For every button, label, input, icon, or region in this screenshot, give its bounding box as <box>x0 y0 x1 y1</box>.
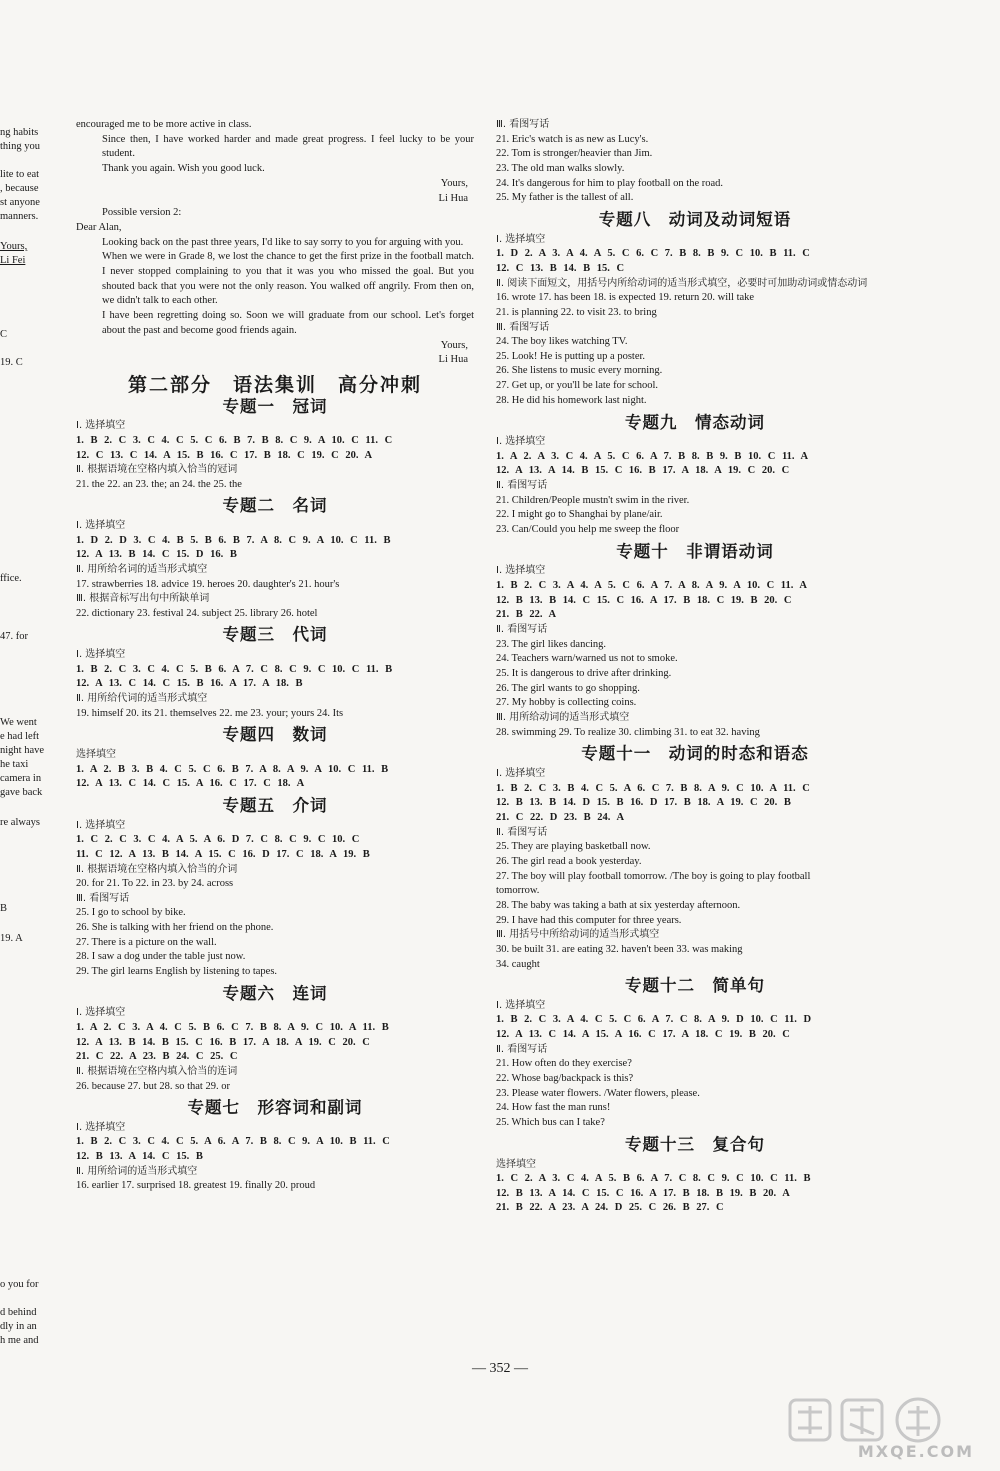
answer-text-line: 22. I might go to Shanghai by plane/air. <box>496 509 663 521</box>
clipped-text-fragment: 19. A <box>0 933 23 944</box>
letter-signature: Li Hua <box>438 192 468 204</box>
answer-line: 12. A 13. B 14. B 15. C 16. B 17. A 18. A 19. C 20. C <box>76 1036 370 1048</box>
answer-text-line: 29. I have had this computer for three years. <box>496 914 682 926</box>
section-heading: Ⅱ. 用所给词的适当形式填空 <box>76 1165 198 1177</box>
answer-text-line: 27. My hobby is collecting coins. <box>496 697 637 709</box>
answer-line: 1. D 2. D 3. C 4. B 5. B 6. B 7. A 8. C 9. A 10. C 11. B <box>76 534 391 546</box>
answer-text-line: 20. for 21. To 22. in 23. by 24. across <box>76 878 234 890</box>
answer-line: 1. B 2. C 3. C 4. C 5. B 6. A 7. C 8. C 9. C 10. C 11. B <box>76 663 393 675</box>
answer-text-line: 27. There is a picture on the wall. <box>76 936 217 948</box>
section-heading: Ⅱ. 看图写话 <box>496 826 548 838</box>
answer-line: 21. B 22. A 23. A 24. D 25. C 26. B 27. C <box>496 1202 724 1214</box>
section-heading: Ⅱ. 看图写话 <box>496 624 548 636</box>
answer-line: 1. D 2. A 3. A 4. A 5. C 6. C 7. B 8. B 9. C 10. B 11. C <box>496 248 810 260</box>
answer-text-line: 27. Get up, or you'll be late for school. <box>496 380 658 392</box>
answer-line: 12. B 13. A 14. C 15. B <box>76 1151 203 1163</box>
section-heading: Ⅲ. 用所给动词的适当形式填空 <box>496 712 630 724</box>
answer-line: 1. B 2. C 3. C 4. C 5. C 6. B 7. B 8. C 9. A 10. C 11. C <box>76 434 393 446</box>
topic-title: 专题十二 简单句 <box>625 976 765 996</box>
answer-text-line: 23. Please water flowers. /Water flowers, please. <box>496 1087 700 1099</box>
topic-title: 专题一 冠词 <box>222 396 328 416</box>
answer-text-line: 26. The girl wants to go shopping. <box>496 682 640 694</box>
section-heading: Ⅰ. 选择填空 <box>496 999 546 1011</box>
letter-signature: Li Hua <box>438 354 468 366</box>
clipped-text-fragment: B <box>0 903 8 914</box>
left-answer-column <box>76 118 474 1194</box>
clipped-text-fragment: camera in <box>0 773 42 784</box>
answer-line: 21. C 22. A 23. B 24. C 25. C <box>76 1051 238 1063</box>
clipped-text-fragment: h me and <box>0 1335 39 1346</box>
answer-text-line: 25. It is dangerous to drive after drinking. <box>496 667 672 679</box>
section-heading: 选择填空 <box>496 1158 536 1170</box>
answer-text-line: 24. The boy likes watching TV. <box>496 336 628 348</box>
section-heading: Ⅰ. 选择填空 <box>496 436 546 448</box>
letter-paragraph: Looking back on the past three years, I'd like to say sorry to you for arguing with you. <box>102 236 464 248</box>
section-heading: Ⅱ. 根据语境在空格内填入恰当的冠词 <box>76 464 238 476</box>
clipped-text-fragment: 47. for <box>0 631 28 642</box>
right-answer-column <box>496 118 894 1216</box>
answer-text-line: 21. the 22. an 23. the; an 24. the 25. the <box>76 478 242 490</box>
answer-text-line: 34. caught <box>496 958 540 970</box>
topic-title: 专题七 形容词和副词 <box>187 1098 363 1118</box>
section-heading: Ⅰ. 选择填空 <box>76 1007 126 1019</box>
section-heading: Ⅰ. 选择填空 <box>76 1121 126 1133</box>
section-heading: Ⅱ. 看图写话 <box>496 480 548 492</box>
topic-title: 专题九 情态动词 <box>625 412 765 432</box>
answer-text-line: 21. Eric's watch is as new as Lucy's. <box>496 133 649 145</box>
clipped-text-fragment: e had left <box>0 731 40 742</box>
letter-signature: Yours, <box>440 177 468 189</box>
answer-text-line: 28. I saw a dog under the table just now. <box>76 951 246 963</box>
answer-line: 12. A 13. A 14. B 15. C 16. B 17. A 18. A 19. C 20. C <box>496 465 790 477</box>
topic-title: 专题二 名词 <box>222 496 328 516</box>
answer-text-line: 22. Whose bag/backpack is this? <box>496 1073 634 1085</box>
topic-title: 专题十三 复合句 <box>625 1134 765 1154</box>
answer-text-line: 21. Children/People mustn't swim in the river. <box>496 494 690 506</box>
answer-text-line: 23. The girl likes dancing. <box>496 638 607 650</box>
clipped-text-fragment: thing you <box>0 141 40 152</box>
letter-paragraph: When we were in Grade 8, we lost the chance to get the first prize in the football match. I never stopped complaining to you that it was you who missed the goal. But you shouted back that you were not the only reason. You walked off angrily. From then on, we didn't talk to each other. <box>102 251 474 307</box>
section-heading: Ⅱ. 用所给名词的适当形式填空 <box>76 564 208 576</box>
clipped-text-fragment: C <box>0 329 8 340</box>
letter-signature: Yours, <box>440 339 468 351</box>
clipped-text-fragment: night have <box>0 745 45 756</box>
clipped-text-fragment: Li Fei <box>0 255 26 266</box>
watermark-text: MXQE.COM <box>857 1442 974 1461</box>
section-heading: Ⅱ. 根据语境在空格内填入恰当的介词 <box>76 863 238 875</box>
answer-line: 1. B 2. C 3. A 4. A 5. C 6. A 7. A 8. A 9. A 10. C 11. A <box>496 579 807 591</box>
answer-text-line: 16. earlier 17. surprised 18. greatest 19. finally 20. proud <box>76 1180 316 1192</box>
answer-line: 1. B 2. C 3. C 4. C 5. A 6. A 7. B 8. C 9. A 10. B 11. C <box>76 1136 390 1148</box>
clipped-text-fragment: , because <box>0 183 39 194</box>
answer-line: 1. C 2. C 3. C 4. A 5. A 6. D 7. C 8. C 9. C 10. C <box>76 834 360 846</box>
clipped-text-fragment: We went <box>0 717 37 728</box>
letter-paragraph: I have been regretting doing so. Soon we will graduate from our school. Let's forget about the past and become good friends again. <box>102 310 474 336</box>
answer-line: 12. C 13. C 14. A 15. B 16. C 17. B 18. C 19. C 20. A <box>76 449 373 461</box>
answer-text-line: 24. It's dangerous for him to play football on the road. <box>496 177 724 189</box>
answer-text-line: 17. strawberries 18. advice 19. heroes 20. daughter's 21. hour's <box>76 578 340 590</box>
answer-line: 1. B 2. C 3. A 4. C 5. C 6. A 7. C 8. A 9. D 10. C 11. D <box>496 1014 812 1026</box>
topic-title: 专题十 非谓语动词 <box>616 541 774 561</box>
answer-line: 12. A 13. C 14. A 15. A 16. C 17. A 18. C 19. B 20. C <box>496 1029 790 1041</box>
page-number: — 352 — <box>472 1361 528 1376</box>
section-heading: Ⅲ. 看图写话 <box>496 119 550 130</box>
answer-line: 12. B 13. B 14. C 15. C 16. A 17. B 18. C 19. B 20. C <box>496 594 792 606</box>
answer-line: 12. A 13. C 14. C 15. B 16. A 17. A 18. B <box>76 678 303 690</box>
topic-title: 专题三 代词 <box>222 625 328 645</box>
section-heading: Ⅰ. 选择填空 <box>496 565 546 577</box>
letter-line: encouraged me to be more active in class. <box>76 119 252 130</box>
answer-text-line: 28. swimming 29. To realize 30. climbing 31. to eat 32. having <box>496 726 760 738</box>
clipped-text-fragment: st anyone <box>0 197 40 208</box>
answer-line: 11. C 12. A 13. B 14. A 15. C 16. D 17. C 18. A 19. B <box>76 848 370 860</box>
letter-paragraph: Thank you again. Wish you good luck. <box>102 163 265 175</box>
letter-paragraph: Since then, I have worked harder and made great progress. I feel lucky to be your student. <box>102 133 474 160</box>
section-heading: Ⅰ. 选择填空 <box>496 233 546 245</box>
answer-text-line: 23. Can/Could you help me sweep the floor <box>496 524 680 536</box>
part-title: 第二部分 语法集训 高分冲刺 <box>127 373 422 396</box>
answer-text-line: 23. The old man walks slowly. <box>496 162 625 174</box>
section-heading: Ⅱ. 看图写话 <box>496 1043 548 1055</box>
answer-text-line: 28. He did his homework last night. <box>496 394 647 406</box>
version-label: Possible version 2: <box>102 207 182 219</box>
answer-text-line: 22. Tom is stronger/heavier than Jim. <box>496 148 653 160</box>
answer-text-line: 26. She listens to music every morning. <box>496 365 663 377</box>
clipped-text-fragment: 19. C <box>0 357 23 368</box>
answer-line: 12. A 13. C 14. C 15. A 16. C 17. C 18. A <box>76 778 305 790</box>
answer-line: 21. C 22. D 23. B 24. A <box>496 811 625 823</box>
letter-salutation: Dear Alan, <box>76 221 122 233</box>
answer-line: 1. A 2. C 3. A 4. C 5. B 6. C 7. B 8. A 9. C 10. A 11. B <box>76 1021 389 1033</box>
clipped-text-fragment: manners. <box>0 211 39 222</box>
answer-text-line: 25. Which bus can I take? <box>496 1117 605 1129</box>
section-heading: Ⅲ. 看图写话 <box>496 321 550 333</box>
clipped-text-fragment: re always <box>0 817 40 828</box>
answer-text-line: 30. be built 31. are eating 32. haven't been 33. was making <box>496 943 743 955</box>
clipped-text-fragment: d behind <box>0 1307 37 1318</box>
topic-title: 专题十一 动词的时态和语态 <box>581 744 809 764</box>
answer-line: 21. B 22. A <box>496 609 557 621</box>
section-heading: Ⅱ. 用所给代词的适当形式填空 <box>76 693 208 705</box>
answer-text-line: 25. Look! He is putting up a poster. <box>496 350 646 362</box>
answer-line: 12. A 13. B 14. C 15. D 16. B <box>76 549 237 561</box>
answer-text-line: 16. wrote 17. has been 18. is expected 19. return 20. will take <box>496 292 755 304</box>
topic-title: 专题八 动词及动词短语 <box>598 210 792 230</box>
clipped-text-fragment: o you for <box>0 1279 39 1290</box>
clipped-text-fragment: gave back <box>0 787 43 798</box>
section-heading: Ⅰ. 选择填空 <box>76 819 126 831</box>
answer-line: 1. A 2. A 3. C 4. A 5. C 6. A 7. B 8. B 9. B 10. C 11. A <box>496 450 809 462</box>
clipped-text-fragment: dly in an <box>0 1321 37 1332</box>
topic-title: 专题四 数词 <box>222 725 328 745</box>
section-heading: Ⅱ. 阅读下面短文，用括号内所给动词的适当形式填空，必要时可加助动词或情态动词 <box>496 277 868 289</box>
section-heading: Ⅰ. 选择填空 <box>76 420 126 432</box>
answer-text-line: 25. I go to school by bike. <box>76 907 186 919</box>
answer-text-line: 25. My father is the tallest of all. <box>496 192 634 204</box>
answer-text-line: 21. How often do they exercise? <box>496 1058 632 1070</box>
answer-text-line: 26. because 27. but 28. so that 29. or <box>76 1080 230 1092</box>
answer-text-line: 24. How fast the man runs! <box>496 1102 611 1114</box>
answer-line: 1. A 2. B 3. B 4. C 5. C 6. B 7. A 8. A 9. A 10. C 11. B <box>76 763 389 775</box>
answer-text-line: 26. She is talking with her friend on the phone. <box>76 921 274 933</box>
topic-title: 专题六 连词 <box>222 983 328 1003</box>
answer-line: 12. B 13. B 14. D 15. B 16. D 17. B 18. A 19. C 20. B <box>496 797 791 809</box>
section-heading: Ⅲ. 用括号中所给动词的适当形式填空 <box>496 929 660 941</box>
answer-text-line: 24. Teachers warn/warned us not to smoke. <box>496 653 678 665</box>
section-heading: Ⅲ. 看图写话 <box>76 892 130 904</box>
answer-text-line: 29. The girl learns English by listening to tapes. <box>76 966 278 978</box>
clipped-text-fragment: ffice. <box>0 573 22 584</box>
section-heading: Ⅰ. 选择填空 <box>496 768 546 779</box>
answer-text-line: 27. The boy will play football tomorrow. /The boy is going to play football <box>496 870 811 882</box>
answer-line: 12. C 13. B 14. B 15. C <box>496 262 625 274</box>
answer-text-line: tomorrow. <box>496 885 540 897</box>
answer-text-line: 21. is planning 22. to visit 23. to bring <box>496 306 657 318</box>
section-heading: Ⅲ. 根据音标写出句中所缺单词 <box>76 593 210 605</box>
answer-text-line: 26. The girl read a book yesterday. <box>496 855 642 867</box>
answer-line: 1. B 2. C 3. B 4. C 5. A 6. C 7. B 8. A 9. C 10. A 11. C <box>496 782 810 794</box>
section-heading: Ⅱ. 根据语境在空格内填入恰当的连词 <box>76 1066 238 1078</box>
section-heading: 选择填空 <box>76 749 116 760</box>
answer-text-line: 19. himself 20. its 21. themselves 22. me 23. your; yours 24. Its <box>76 707 344 719</box>
answer-text-line: 25. They are playing basketball now. <box>496 841 651 853</box>
answer-text-line: 28. The baby was taking a bath at six yesterday afternoon. <box>496 899 741 911</box>
clipped-text-fragment: he taxi <box>0 759 29 770</box>
answer-text-line: 22. dictionary 23. festival 24. subject 25. library 26. hotel <box>76 607 318 619</box>
answer-line: 1. C 2. A 3. C 4. A 5. B 6. A 7. C 8. C 9. C 10. C 11. B <box>496 1173 811 1185</box>
topic-title: 专题五 介词 <box>222 795 328 815</box>
answer-line: 12. B 13. A 14. C 15. C 16. A 17. B 18. B 19. B 20. A <box>496 1187 790 1199</box>
left-clipped-column <box>0 0 60 1471</box>
clipped-text-fragment: lite to eat <box>0 169 40 180</box>
section-heading: Ⅰ. 选择填空 <box>76 649 126 661</box>
clipped-text-fragment: Yours, <box>0 241 28 252</box>
section-heading: Ⅰ. 选择填空 <box>76 520 126 532</box>
clipped-text-fragment: ng habits <box>0 127 39 138</box>
